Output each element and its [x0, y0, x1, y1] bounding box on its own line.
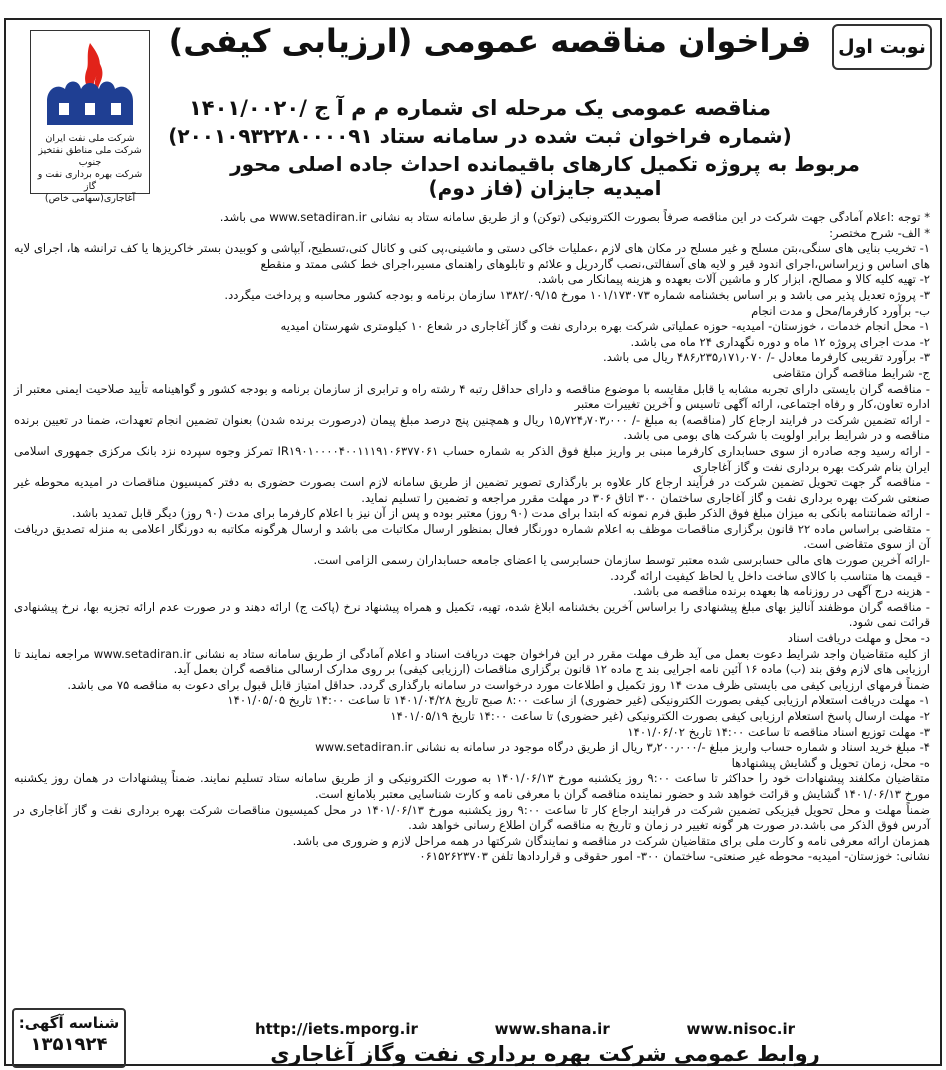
body-paragraph: - قیمت ها متناسب با کالای ساخت داخل یا لحاظ کیفیت ارائه گردد. [610, 568, 930, 583]
section-heading: د- محل و مهلت دریافت اسناد [787, 631, 930, 646]
body-paragraph: - ارائه تضمین شرکت در فرایند ارجاع کار (مناقصه) به مبلغ -/ ۱۵٫۷۲۴٫۷۰۳٫۰۰۰ ریال و همچنین پنج درصد مبلغ پیمان (درصورت برنده شدن) بعنوان تضمین انجام تعهدات، ضمنا در تعیین برنده مناقصه و در شرایط برابر اولویت با شرکت های بومی می باشد. [14, 412, 930, 443]
section-heading: ه- محل، زمان تحویل و گشایش پیشنهادها [731, 755, 930, 770]
body-paragraph: - مناقصه گران موظفند آنالیز بهای مبلغ پیشنهادی را براساس آخرین بخشنامه ابلاغ شده، تهیه، تکمیل و همراه پیشنهاد نرخ (پاکت ج) ارائه دهند و در صورت عدم ارائه تجزیه بها، نرخ پیشنهادی قرائت نمی شود. [14, 599, 930, 630]
body-paragraph: ۳- برآورد تقریبی کارفرما معادل -/ ۴۸۶٫۲۳۵٫۱۷۱٫۰۷۰ ریال می باشد. [603, 350, 930, 365]
main-title: فراخوان مناقصه عمومی (ارزیابی کیفی) [168, 22, 812, 60]
body-paragraph: ۳- مهلت توزیع اسناد مناقصه تا ساعت ۱۴:۰۰ تاریخ ۱۴۰۱/۰۶/۰۲ [627, 724, 930, 739]
notice-paragraph: * توجه :اعلام آمادگی جهت شرکت در این مناقصه صرفاً بصورت الکترونیکی (توکن) و از طریق سامانه ستاد به نشانی www.setadiran.ir می باشد. [219, 210, 930, 224]
ad-id-box [12, 1008, 126, 1068]
body-paragraph: - ارائه رسید وجه صادره از سوی حسابداری کارفرما مبنی بر واریز مبلغ فوق الذکر به شماره حساب IR۱۹۰۱۰۰۰۰۴۰۰۱۱۱۹۱۰۶۳۷۷۰۶۱ تمرکز وجوه سپرده نزد بانک مرکزی جمهوری اسلامی ایران بنام شرکت بهره برداری نفت و گاز آغاجاری [14, 443, 930, 474]
body-paragraph: متقاضیان مکلفند پیشنهادات خود را حداکثر تا ساعت ۹:۰۰ روز یکشنبه مورخ ۱۴۰۱/۰۶/۱۳ به صورت الکترونیکی و از طریق سامانه ستاد تسلیم نمایند. ضمناً پیشنهادات در همان روز یکشنبه مورخ ۱۴۰۱/۰۶/۱۳ گشایش و قرائت خواهد شد و حضور نماینده مناقصه گران با معرفی نامه و کارت شناسایی معتبر بلامانع است. [14, 771, 930, 801]
company-logo-text [35, 133, 145, 205]
project-title: مربوط به پروژه تکمیل کارهای باقیمانده احداث جاده اصلی محور امیدیه جایزان (فاز دوم) [230, 152, 860, 200]
body-paragraph: همزمان ارائه معرفی نامه و کارت ملی برای متقاضیان شرکت در مناقصه و نمایندگان شرکتها در همه مراحل لازم و ضروری می باشد. [292, 833, 930, 848]
body-paragraph: ضمناً مهلت و محل تحویل فیزیکی تضمین شرکت در فرایند ارجاع کار تا ساعت ۹:۰۰ روز یکشنبه مورخ ۱۴۰۱/۰۶/۱۳ در محل کمیسیون مناقصات شرکت بهره برداری نفت و گاز آغاجاری در آدرس فوق الذکر می باشد.در صورت هر گونه تغییر در زمان و تاریخ به مناقصه گران اطلاع رسانی خواهد شد. [14, 802, 930, 833]
body-paragraph: ۲- مدت اجرای پروژه ۱۲ ماه و دوره نگهداری ۲۴ ماه می باشد. [630, 334, 930, 349]
body-paragraph: ۲- مهلت ارسال پاسخ استعلام ارزیابی کیفی بصورت الکترونیکی (غیر حضوری) تا ساعت ۱۴:۰۰ تاریخ ۱۴۰۱/۰۵/۱۹ [390, 709, 930, 723]
company-logo-box [30, 30, 150, 204]
body-paragraph: از کلیه متقاضیان واجد شرایط دعوت بعمل می آید ظرف مهلت مقرر در این فراخوان جهت دریافت اسناد و اعلام آمادگی از طریق سامانه ستاد به نشانی www.setadiran.ir مراجعه نمایند تا ارزیابی های لازم وفق بند (ب) ماده ۱۶ آئین نامه اجرایی بند ج ماده ۱۲ قانون برگزاری مناقصات (ارزیابی کیفی) بر روی مدارک ارسالی مناقصه گران بعمل آید. [14, 646, 930, 677]
body-paragraph: ۴- مبلغ خرید اسناد و شماره حساب واریز مبلغ -/۳٫۲۰۰٫۰۰۰ ریال از طریق درگاه موجود در سامانه به نشانی www.setadiran.ir [315, 740, 930, 755]
section-heading: * الف- شرح مختصر: [829, 225, 930, 240]
body-paragraph: ۳- پروژه تعدیل پذیر می باشد و بر اساس بخشنامه شماره ۱۰۱/۱۷۳۰۷۳ مورخ ۱۳۸۲/۰۹/۱۵ سازمان برنامه و بودجه کشور محاسبه و پرداخت میگردد. [224, 287, 930, 302]
tender-number: مناقصه عمومی یک مرحله ای شماره م م آ ج /۱۴۰۱/۰۰۲۰ [188, 96, 772, 120]
ad-id-label: شناسه آگهی: [18, 1014, 120, 1032]
logo-line-4: آغاجاری(سهامی خاص) [44, 193, 136, 204]
logo-line-1: شرکت ملی نفت ایران [45, 133, 135, 144]
body-paragraph: - متقاضی براساس ماده ۲۲ قانون برگزاری مناقصات موظف به اعلام شماره دورنگار فعال بمنظور ارسال مکاتبات می باشد و ارسال هرگونه مکاتبه به دورنگار اعلامی به منزله تصدیق دریافت آن از سوی متقاضی است. [14, 521, 930, 552]
first-round-badge: نوبت اول [832, 24, 932, 70]
body-paragraph: ضمناً فرمهای ارزیابی کیفی می بایستی ظرف مدت ۱۴ روز تکمیل و اطلاعات مورد درخواست در سامانه بارگذاری گردد. حداقل امتیاز قابل قبول برای دعوت به مناقصه ۷۵ می باشد. [67, 677, 930, 692]
body-paragraph: ۱- تخریب بنایی های سنگی،بتن مسلح و غیر مسلح در مکان های لازم ،عملیات خاکی دستی و ماشینی،پی کنی و کانال کنی،تسطیح، آبپاشی و کوبیدن بستر خاکریزها یا کف ترانشه ها، اجرای لایه های اساس و زیراساس،اجرای اندود قیر و لایه های آسفالتی،نصب گاردریل و علائم و تابلوهای راهنمای مسیر،اجرای خط کشی ممتد و منقطع [14, 241, 930, 271]
logo-line-3: شرکت بهره برداری نفت و گاز [37, 169, 143, 192]
nioc-logo-icon [39, 39, 141, 131]
section-heading: ج- شرایط مناقصه گران متقاضی [772, 365, 930, 380]
body-paragraph: - ارائه ضمانتنامه بانکی به میزان مبلغ فوق الذکر طبق فرم نمونه که ابتدا برای مدت (۹۰ روز) معتبر بوده و پس از آن نیز با اعلام کارفرما برای مدت (۹۰ روز) دیگر قابل تمدید باشد. [71, 506, 930, 521]
body-paragraph: - هزینه درج آگهی در روزنامه ها بعهده برنده مناقصه می باشد. [632, 584, 930, 599]
advertisement-body [14, 210, 930, 1040]
body-paragraph: - مناقصه گر جهت تحویل تضمین شرکت در فرآیند ارجاع کار علاوه بر بارگذاری تصویر تضمین از طریق سامانه لازم است بصورت حضوری به دفتر کمیسیون مناقصات در امیدیه محوطه غیر صنعتی شرکت بهره برداری نفت و گاز آغاجاری ساختمان ۳۰۰ اتاق ۳۰۶ در مهلت مقرر مراجعه و تضمین را تسلیم نماید. [14, 475, 930, 505]
body-paragraph: ۱- محل انجام خدمات ، خوزستان- امیدیه- حوزه عملیاتی شرکت بهره برداری نفت و گاز آغاجاری در شعاع ۱۰ کیلومتری شهرستان امیدیه [280, 319, 930, 334]
footer-link-iets[interactable]: http://iets.mporg.ir [255, 1020, 418, 1038]
body-paragraph: - مناقصه گران بایستی دارای تجربه مشابه یا قابل مقایسه با موضوع مناقصه و دارای حداقل رتبه ۴ رشته راه و ترابری از سازمان برنامه و بودجه کشور و گواهینامه تأیید صلاحیت ایمنی معتبر از اداره تعاون،کار و رفاه اجتماعی، ارائه آگهی تاسیس و آخرین تغییرات معتبر [14, 381, 930, 412]
setad-call-number: (شماره فراخوان ثبت شده در سامانه ستاد ۲۰۰۱۰۹۳۲۲۸۰۰۰۰۹۱) [168, 124, 792, 148]
body-paragraph: -ارائه آخرین صورت های مالی حسابرسی شده معتبر توسط سازمان حسابرسی یا اعضای جامعه حسابداران رسمی الزامی است. [313, 553, 930, 568]
address-paragraph: نشانی: خوزستان- امیدیه- محوطه غیر صنعتی- ساختمان ۳۰۰- امور حقوقی و قراردادها تلفن ۰۶۱۵۲۶۲۳۷۰۳ [419, 849, 930, 864]
body-paragraph: ۱- مهلت دریافت استعلام ارزیابی کیفی بصورت الکترونیکی (غیر حضوری) از ساعت ۸:۰۰ صبح تاریخ ۱۴۰۱/۰۴/۲۸ تا ساعت ۱۴:۰۰ تاریخ ۱۴۰۱/۰۵/۰۵ [227, 693, 930, 708]
footer-public-relations: روابط عمومی شرکت بهره برداری نفت وگاز آغاجاری [270, 1042, 820, 1066]
logo-line-2: شرکت ملی مناطق نفتخیز جنوب [38, 145, 142, 168]
footer-links [255, 1020, 795, 1038]
footer-link-nisoc[interactable]: www.nisoc.ir [686, 1020, 795, 1038]
ad-id-number: ۱۳۵۱۹۲۴ [30, 1034, 108, 1055]
footer-link-shana[interactable]: www.shana.ir [494, 1020, 610, 1038]
section-heading: ب- برآورد کارفرما/محل و مدت انجام [751, 303, 930, 318]
body-paragraph: ۲- تهیه کلیه کالا و مصالح، ابزار کار و ماشین آلات بعهده و هزینه پیمانکار می باشد. [537, 272, 930, 287]
